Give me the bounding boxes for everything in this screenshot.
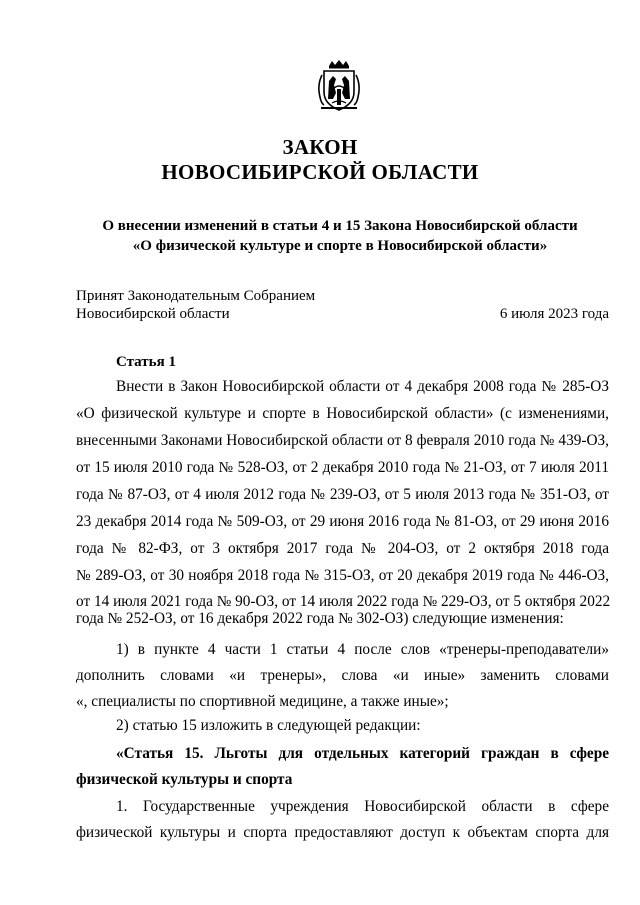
text-line: 23 декабря 2014 года № 509-ОЗ, от 29 июня 2016 года № 81-ОЗ, от 29 июня 2016 <box>76 513 609 530</box>
text-line: года № 82-ФЗ, от 3 октября 2017 года № 204-ОЗ, от 2 октября 2018 года <box>76 540 609 557</box>
text-line: 2) статью 15 изложить в следующей редакции: <box>116 717 421 734</box>
amendment-heading-line-2: физической культуры и спорта <box>76 771 293 788</box>
law-region: НОВОСИБИРСКОЙ ОБЛАСТИ <box>161 160 479 184</box>
article-heading: Статья 1 <box>116 354 176 370</box>
adoption-body-line-2: Новосибирской области <box>76 306 230 322</box>
text-line: года № 87-ОЗ, от 4 июля 2012 года № 239-ОЗ, от 5 июля 2013 года № 351-ОЗ, от <box>76 486 609 503</box>
amendment-heading-line-1: «Статья 15. Льготы для отдельных категорий граждан в сфере <box>116 745 609 762</box>
text-line: от 14 июля 2021 года № 90-ОЗ, от 14 июля 2022 года № 229-ОЗ, от 5 октября 2022 <box>76 593 611 610</box>
adoption-body-line-1: Принят Законодательным Собранием <box>76 288 316 304</box>
text-line: Внести в Закон Новосибирской области от 4 декабря 2008 года № 285-ОЗ <box>116 378 609 395</box>
text-line: дополнить словами «и тренеры», слова «и иные» заменить словами <box>76 667 609 684</box>
law-title: ЗАКОН <box>282 135 358 159</box>
text-line: 1. Государственные учреждения Новосибирской области в сфере <box>116 798 609 815</box>
text-line: внесенными Законами Новосибирской области от 8 февраля 2010 года № 439-ОЗ, <box>76 432 609 449</box>
adoption-date: 6 июля 2023 года <box>499 306 609 322</box>
text-line: физической культуры и спорта предоставляют доступ к объектам спорта для <box>76 824 609 841</box>
text-line: № 289-ОЗ, от 30 ноября 2018 года № 315-ОЗ, от 20 декабря 2019 года № 446-ОЗ, <box>76 567 609 584</box>
law-subject-line-1: О внесении изменений в статьи 4 и 15 Закона Новосибирской области <box>102 218 578 234</box>
text-line: от 15 июля 2010 года № 528-ОЗ, от 2 декабря 2010 года № 21-ОЗ, от 7 июля 2011 <box>76 459 609 476</box>
coat-of-arms-icon <box>316 59 362 113</box>
law-subject-line-2: «О физической культуре и спорте в Новосибирской области» <box>132 238 548 254</box>
text-line: 1) в пункте 4 части 1 статьи 4 после слов «тренеры-преподаватели» <box>116 641 609 658</box>
text-line: года № 252-ОЗ, от 16 декабря 2022 года № 302-ОЗ) следующие изменения: <box>76 610 564 627</box>
text-line: «О физической культуре и спорте в Новосибирской области» (с изменениями, <box>76 405 609 422</box>
text-line: «, специалисты по спортивной медицине, а также иные»; <box>76 693 449 710</box>
